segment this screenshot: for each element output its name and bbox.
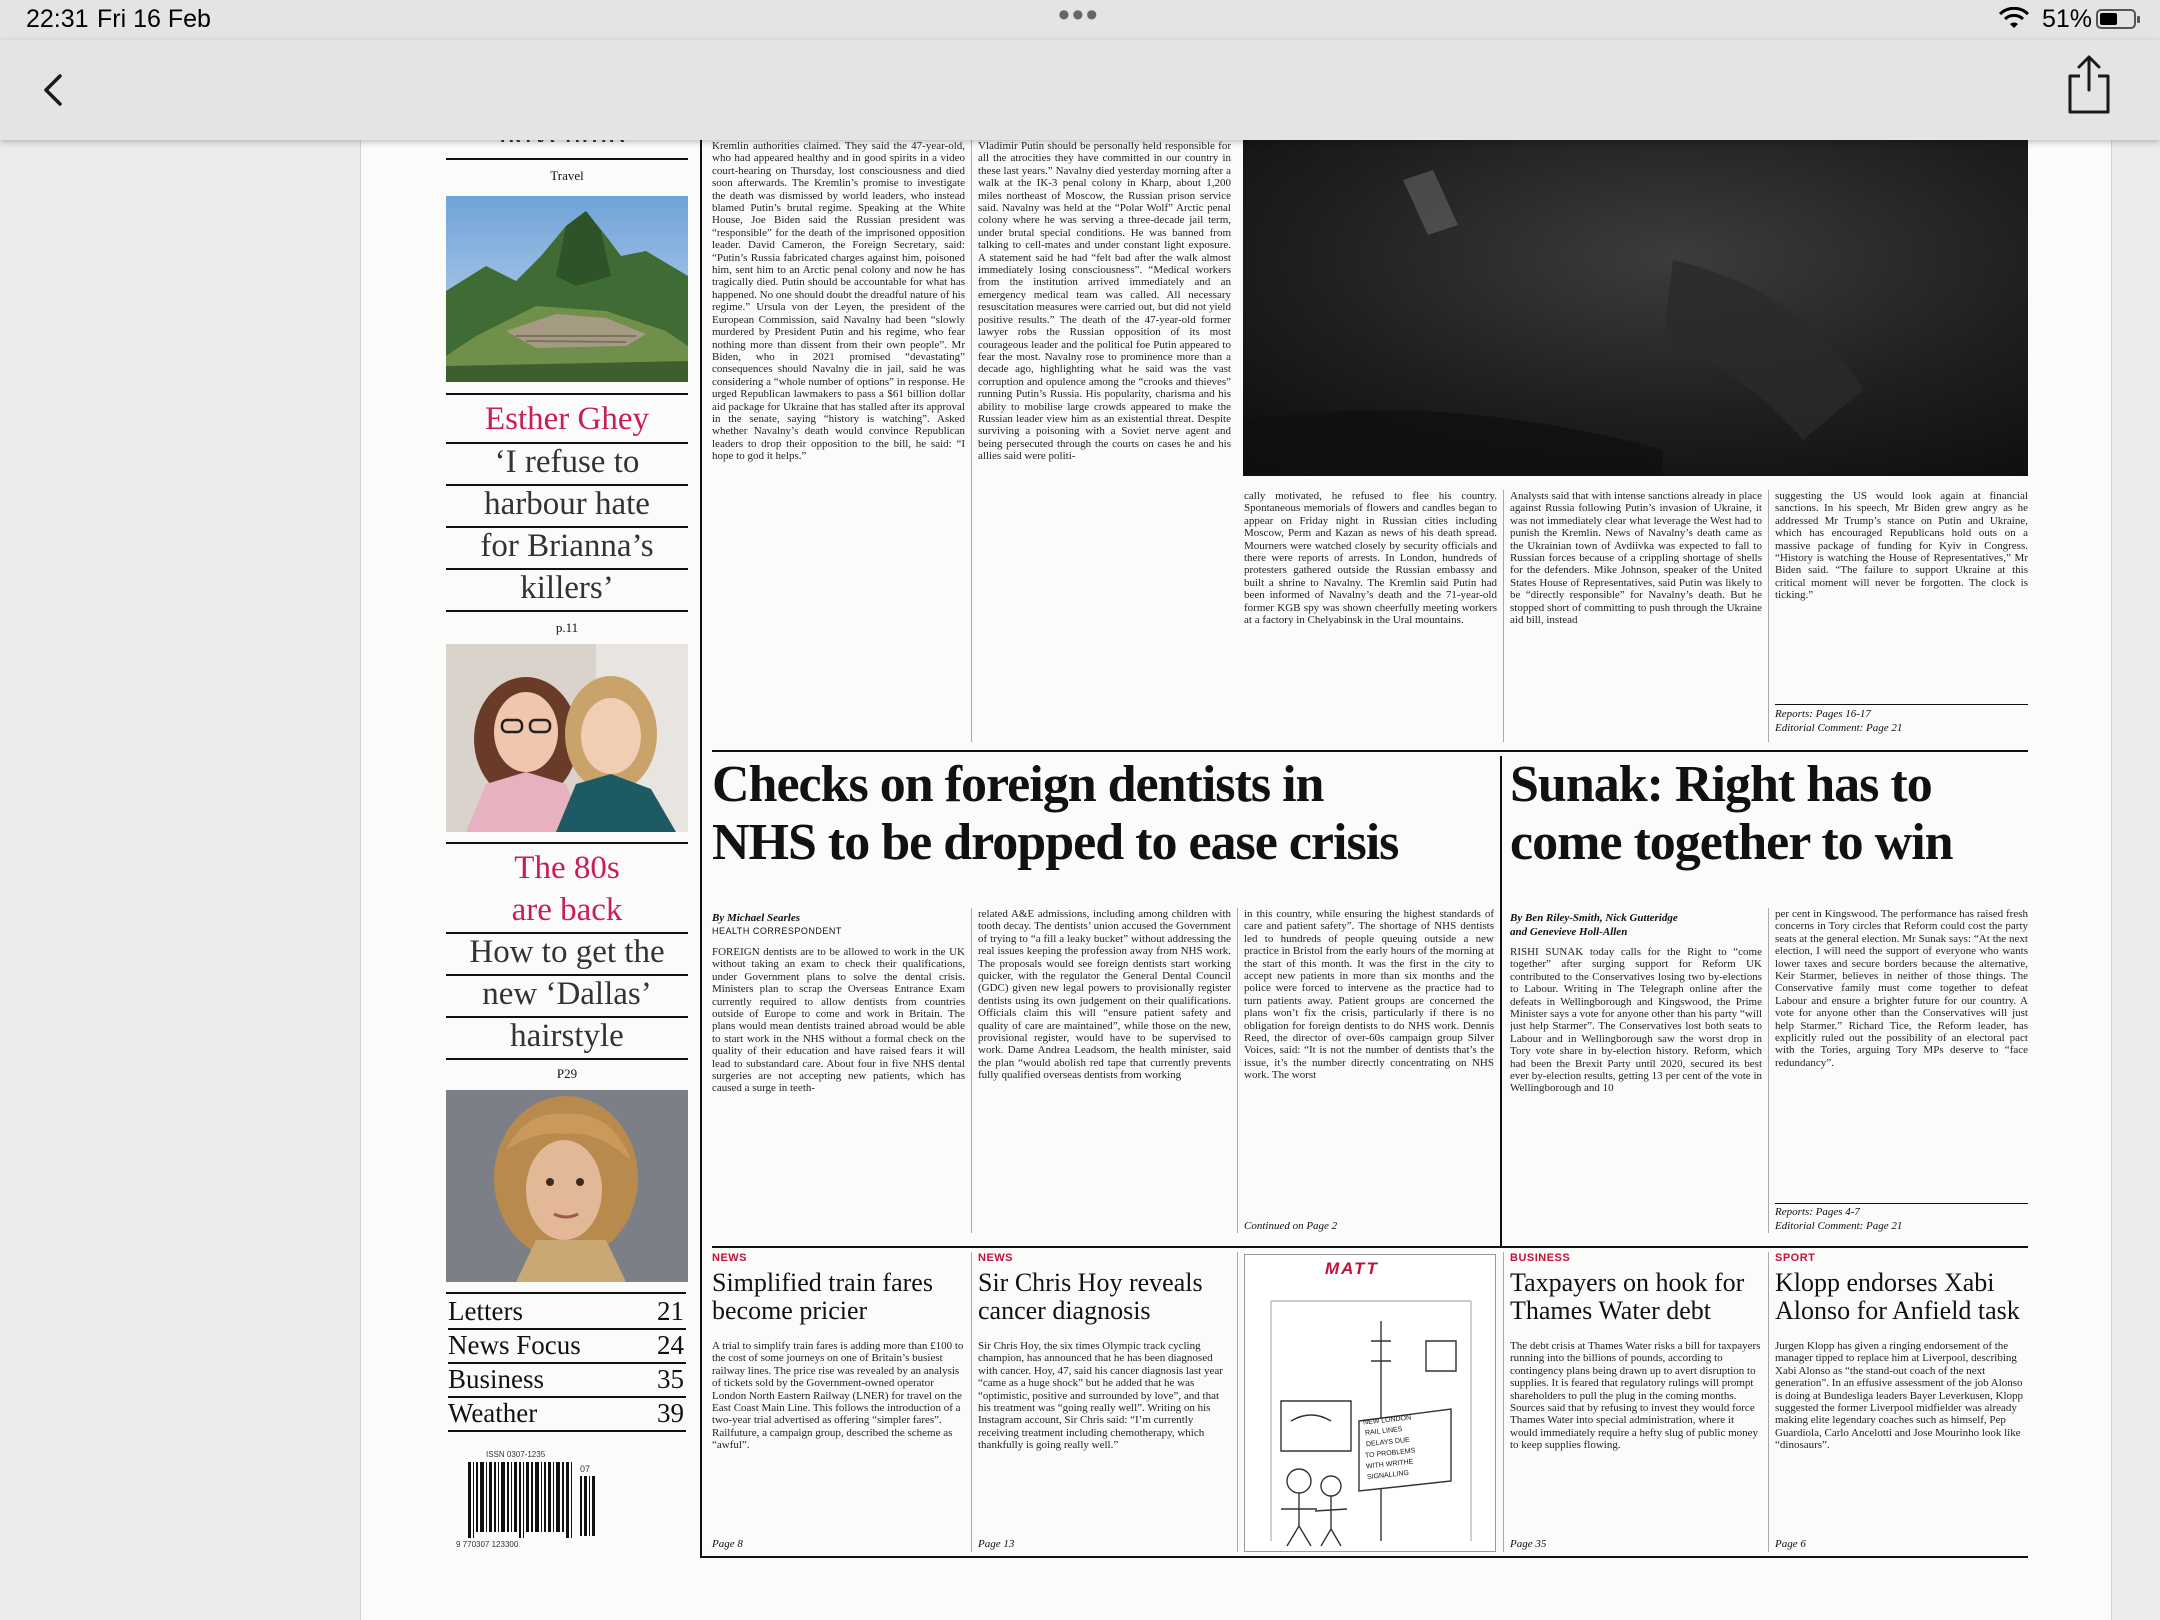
brief-headline-line-2[interactable]: become pricier	[712, 1296, 868, 1325]
cartoon-board-line: WITH WRITHE	[1365, 1458, 1414, 1471]
toc-weather[interactable]	[448, 1398, 686, 1432]
lead-column-2: Vladimir Putin should be personally held responsible for all the atrocities they have committed in our country in these last years.” Navalny died yesterday morning after a walk at the IK-3 penal colony in Kharp, about 1,200 miles northeast of Moscow, the Russian prison service said. Navalny was held at the “Polar Wolf” Arctic penal colony where he was serving a three-decade jail term, under brutal special conditions. He was banned from talking to cell-mates and under constant light exposure. A statement said he had “felt bad after the walk almost immediately losing consciousness”. “Medical workers from the institution arrived immediately and an emergency medical team was called. All necessary resuscitation measures were carried out, but did not yield positive results.” The death of the 47-year-old former lawyer robs the Russian opposition of its most courageous leader and the political foe Putin appeared to fear the most. Navalny rose to prominence more than a decade ago, highlighting what he said was the vast corruption and opulence among the “crooks and thieves” running Putin’s Russia. His popularity, charisma and his ability to mobilise large crowds appeared to make the Russian leader view him as an existential threat. Despite surviving a poisoning with a Soviet nerve agent and being persecuted through the courts on cases he and his allies said were politi-	[978, 140, 1231, 463]
brief-label: NEWS	[712, 1252, 747, 1264]
barcode-issue: 07	[580, 1464, 591, 1474]
eighties-line-3[interactable]: How to get the	[469, 934, 665, 970]
cartoon-board-line: TO PROBLEMS	[1364, 1447, 1416, 1460]
toc-page: 24	[657, 1330, 684, 1360]
toc-letters[interactable]	[448, 1296, 686, 1330]
brief-headline-line-2[interactable]: cancer diagnosis	[978, 1296, 1151, 1325]
brief-headline-line-1[interactable]: Taxpayers on hook for	[1510, 1268, 1745, 1297]
lead-comment-ref[interactable]: Editorial Comment: Page 21	[1775, 722, 1903, 734]
toc-label: News Focus	[448, 1330, 581, 1360]
dentists-column-1: FOREIGN dentists are to be allowed to work in the UK without taking an exam to check their qualifications, under Government plans to solve the dental crisis. Ministers plan to scrap the Overseas Entrance Exam currently required to allow dentists from countries outside of Europe to come and work in Britain. The plans would mean dentists trained abroad would be able to start work in the NHS without a formal check on the quality of their education and have raised fears it will lead to substandard care. About four in five NHS dental surgeries are not accepting new patients, which has caused a surge in teeth-	[712, 946, 965, 1095]
brief-body: A trial to simplify train fares is adding more than £100 to the cost of some journeys on one of Britain’s busiest railway lines. The price rise was revealed by an analysis of tickets sold by the Government-owned operator London North Eastern Railway (LNER) for travel on the East Coast Main Line. This follows the introduction of a two-year trial advertised as offering “simpler fares”. Railfuture, a campaign group, described the scheme as “awful”.	[712, 1340, 964, 1452]
brief-body: Sir Chris Hoy, the six times Olympic track cycling champion, has announced that he has been diagnosed with cancer. Hoy, 47, said his cancer diagnosis last year “came as a huge shock” but he added that he was “optimistic, positive and surrounded by love”, and that his treatment was “going really well”. Writing on his Instagram account, Sir Chris said: “I’m currently receiving treatment including chemotherapy, which thankfully is going really well.”	[978, 1340, 1223, 1452]
issn-text: ISSN 0307-1235	[486, 1450, 546, 1459]
toc-label: Letters	[448, 1296, 523, 1326]
brief-label: SPORT	[1775, 1252, 1816, 1264]
brief-page-ref[interactable]: Page 6	[1775, 1538, 1806, 1550]
brief-headline-line-1[interactable]: Simplified train fares	[712, 1268, 933, 1297]
brief-body: The debt crisis at Thames Water risks a bill for taxpayers running into the billions of pounds, according to contingency plans being drawn up to avert disruption to supplies. It is feared that regulatory rulings will prompt shareholders to pull the plug in the coming months. Sources said that by refusing to invest they would force Thames Water into special administration, where it would immediately require a hefty slug of public money to keep supplies flowing.	[1510, 1340, 1761, 1452]
toc-news-focus[interactable]	[448, 1330, 686, 1364]
sunak-column-2: per cent in Kingswood. The performance has raised fresh concerns in Tory circles that Reform could cost the party seats at the general election. Mr Sunak says: “At the next election, I will need the support of everyone who wants lower taxes and secure borders because the alternative, Keir Starmer, believes in neither of those things. The Conservative family must come together to defeat Labour and ensure a brighter future for our country. A vote for anyone other than the Conservatives will just help Starmer.” Richard Tice, the Reform leader, has explicitly ruled out the possibility of an electoral pact with the Tories, arguing Tory MPs deserve to “face redundancy”.	[1775, 908, 2028, 1069]
eighties-line-5[interactable]: hairstyle	[510, 1018, 624, 1054]
esther-page-ref: p.11	[555, 620, 579, 635]
dentists-headline-line-2[interactable]: NHS to be dropped to ease crisis	[712, 814, 1399, 871]
share-icon[interactable]	[2064, 52, 2114, 116]
battery-percent: 51%	[2042, 5, 2093, 33]
toc-page: 21	[657, 1296, 684, 1326]
lead-column-5: suggesting the US would look again at financial sanctions. In his speech, Mr Biden grew angry as he addressed Mr Trump’s stance on Putin and Ukraine, which has encouraged Republicans hold outs on a massive package of funding for Kyiv in Congress. “History is watching the House of Representatives,” Mr Biden said. “The failure to support Ukraine at this critical moment will never be forgotten. The clock is ticking.”	[1775, 490, 2028, 602]
brief-label: NEWS	[978, 1252, 1013, 1264]
dentists-column-3: in this country, while ensuring the highest standards of care and patient safety”. The shortage of NHS dentists led to hundreds of people queuing outside a new practice in Bristol from the early hours of the morning at the start of this month. It was the first in the city to accept new patients in more than six months and the police were forced to intervene as the practice had to turn patients away. Patient groups are concerned the plans won’t fix the crisis, particularly if there is no obligation for foreign dentists to do NHS work. Dennis Reed, the director of over-60s campaign group Silver Voices, said: “It is not the number of dentists that’s the issue, it’s the number directly concentrating on NHS work. The worst	[1244, 908, 1494, 1082]
status-time: 22:31	[26, 5, 89, 33]
navalny-photo	[1243, 140, 2028, 476]
cartoon-drawing	[1251, 1281, 1491, 1549]
sunak-byline-1: By Ben Riley-Smith, Nick Gutteridge	[1510, 912, 1678, 924]
dentists-byline: By Michael Searles	[712, 912, 800, 924]
brief-label: BUSINESS	[1510, 1252, 1571, 1264]
esther-quote-line-1[interactable]: ‘I refuse to	[494, 444, 640, 480]
eighties-page-ref: P29	[556, 1066, 578, 1081]
esther-ghey-name[interactable]: Esther Ghey	[484, 401, 650, 437]
sunak-reports-ref[interactable]: Reports: Pages 4-7	[1775, 1206, 1860, 1218]
brief-headline-line-2[interactable]: Thames Water debt	[1510, 1296, 1712, 1325]
status-bar	[0, 0, 2160, 40]
toc-business[interactable]	[448, 1364, 686, 1398]
esther-quote-line-3[interactable]: for Brianna’s	[480, 528, 654, 564]
matt-cartoon[interactable]	[1244, 1254, 1496, 1552]
brief-headline-line-2[interactable]: Alonso for Anfield task	[1775, 1296, 2020, 1325]
toc-page: 39	[657, 1398, 684, 1428]
toc-label: Business	[448, 1364, 545, 1394]
sunak-headline-line-2[interactable]: come together to win	[1510, 814, 1953, 871]
cartoon-board-line: NEW LONDON	[1362, 1414, 1412, 1427]
miley-cyrus-photo	[446, 1090, 688, 1282]
eighties-line-4[interactable]: new ‘Dallas’	[482, 976, 652, 1012]
brief-headline-line-1[interactable]: Sir Chris Hoy reveals	[978, 1268, 1203, 1297]
dentists-column-2: related A&E admissions, including among children with tooth decay. The dentists’ union accused the Government of trying to “a fill a leaky bucket” without addressing the real issues keeping the profession away from NHS work. The proposals would see foreign dentists start working quicker, with the regulator the General Dental Council (GDC) given new legal powers to provisionally register dentists using its own judgement on their qualifications. Officials claim this will “ensure patient safety and quality of care are maintained”, while those on the new, provisional register, would have to be supervised to work. Dame Andrea Leadsom, the health minister, said the plan “would abolish red tape that currently prevents fully qualified overseas dentists from working	[978, 908, 1231, 1082]
back-chevron-icon[interactable]	[34, 70, 74, 110]
esther-quote-line-2[interactable]: harbour hate	[484, 486, 650, 522]
eighties-line-2[interactable]: are back	[511, 892, 623, 928]
cartoon-board-line: DELAYS DUE	[1365, 1436, 1411, 1449]
barcode-number: 9 770307 123300	[456, 1540, 519, 1549]
brief-page-ref[interactable]: Page 8	[712, 1538, 743, 1550]
dentists-role: HEALTH CORRESPONDENT	[712, 926, 842, 936]
sunak-column-1: RISHI SUNAK today calls for the Right to “come together” after surging support for Reform UK contributed to the Conservatives losing two by-elections to Labour. Writing in The Telegraph online after the defeats in Wellingborough and Kingswood, the Prime Minister says a vote for anyone other than his party “will just help Starmer”. The Conservatives lost both seats to Labour and in Wellingborough saw the worst drop in Tory vote share in by-election history. Reform, which had been the Brexit Party until 2020, secured its best ever by-election results, getting 13 per cent of the vote in Wellingborough and 10	[1510, 946, 1762, 1095]
brief-page-ref[interactable]: Page 13	[978, 1538, 1015, 1550]
brief-page-ref[interactable]: Page 35	[1510, 1538, 1547, 1550]
lead-column-1: Kremlin authorities claimed. They said the 47-year-old, who had appeared healthy and in good spirits in a video court-hearing on Thursday, lost consciousness and died soon afterwards. The Kremlin’s promise to investigate the death was dismissed by world leaders, who instead blamed Putin’s brutal regime. Speaking at the White House, Joe Biden said the Russian president was “responsible” for the death of the imprisoned opposition leader. David Cameron, the Foreign Secretary, said: “Putin’s Russia fabricated charges against him, poisoned him, sent him to an Arctic penal colony and now he has tragically died. Putin should be accountable for what has happened. No one should doubt the dreadful nature of his regime.” Ursula von der Leyen, the president of the European Commission, said Navalny had been “slowly murdered by President Putin and his regime, who fear nothing more than dissent from their own people”. Mr Biden, who in 2021 promised “devastating” consequences should Navalny die in jail, said he was considering a “whole number of options” in response. He urged Republican lawmakers to pass a $61 billion dollar aid package for Ukraine that has stalled after its approval in the senate, saying “history is watching”. Asked whether Navalny’s death would convince Republican leaders to drop their opposition to the bill, he said: “I hope to god it helps.”	[712, 140, 965, 463]
esther-ghey-photo	[446, 644, 688, 832]
cartoon-board-line: SIGNALLING	[1366, 1469, 1410, 1482]
sunak-headline-line-1[interactable]: Sunak: Right has to	[1510, 756, 1932, 813]
sidebar-travel-label: Travel	[550, 168, 584, 183]
toc-page: 35	[657, 1364, 684, 1394]
toc-label: Weather	[448, 1398, 538, 1428]
cartoon-artist: MATT	[1325, 1259, 1379, 1278]
cartoon-board-line: RAIL LINES	[1364, 1426, 1403, 1437]
wifi-icon	[1999, 7, 2029, 31]
machu-picchu-photo	[446, 196, 688, 382]
brief-headline-line-1[interactable]: Klopp endorses Xabi	[1775, 1268, 1995, 1297]
viewer-toolbar	[0, 40, 2160, 140]
lead-column-3: cally motivated, he refused to flee his country. Spontaneous memorials of flowers and candles began to appear on Friday night in Russian cities including Moscow, Perm and Kazan as news of his death spread. Mourners were watched closely by security officials and there were reports of arrests. In London, hundreds of protesters gathered outside the Russian embassy and built a shrine to Navalny. The Kremlin said Putin had been informed of Navalny’s death and the 71-year-old former KGB spy was shown cheerfully meeting workers at a factory in Chelyabinsk in the Ural mountains.	[1244, 490, 1497, 627]
dentists-continued-ref[interactable]: Continued on Page 2	[1244, 1220, 1338, 1232]
eighties-line-1[interactable]: The 80s	[514, 850, 620, 886]
battery-icon	[2096, 9, 2136, 29]
sunak-byline-2: and Genevieve Holl-Allen	[1510, 926, 1628, 938]
brief-body: Jurgen Klopp has given a ringing endorsement of the manager tipped to replace him at Liverpool, describing Xabi Alonso as “the stand-out coach of the next generation”. In an effusive assessment of the job Alonso is doing at Bundesliga leaders Bayer Leverkusen, Klopp suggested the former Liverpool midfielder was already making elite legendary coaches such as himself, Pep Guardiola, Carlo Ancelotti and Jose Mourinho look like “dinosaurs”.	[1775, 1340, 2024, 1452]
barcode	[466, 1462, 606, 1546]
lead-reports-ref[interactable]: Reports: Pages 16-17	[1775, 708, 1871, 720]
esther-quote-line-4[interactable]: killers’	[520, 570, 614, 606]
sunak-comment-ref[interactable]: Editorial Comment: Page 21	[1775, 1220, 1903, 1232]
multitasking-dots-icon[interactable]: •••	[1058, 0, 1100, 34]
lead-column-4: Analysts said that with intense sanctions already in place against Russia following Putin’s invasion of Ukraine, it was not immediately clear what leverage the West had to punish the Kremlin. News of Navalny’s death came as the Ukrainian town of Avdiivka was expected to fall to Russian forces because of a crippling shortage of shells for the defenders. Mike Johnson, speaker of the United States House of Representatives, said Putin was likely to be “directly responsible” for Navalny’s death. But he stopped short of committing to push through the Ukraine aid bill, instead	[1510, 490, 1762, 627]
status-date: Fri 16 Feb	[97, 5, 211, 33]
dentists-headline-line-1[interactable]: Checks on foreign dentists in	[712, 756, 1324, 813]
